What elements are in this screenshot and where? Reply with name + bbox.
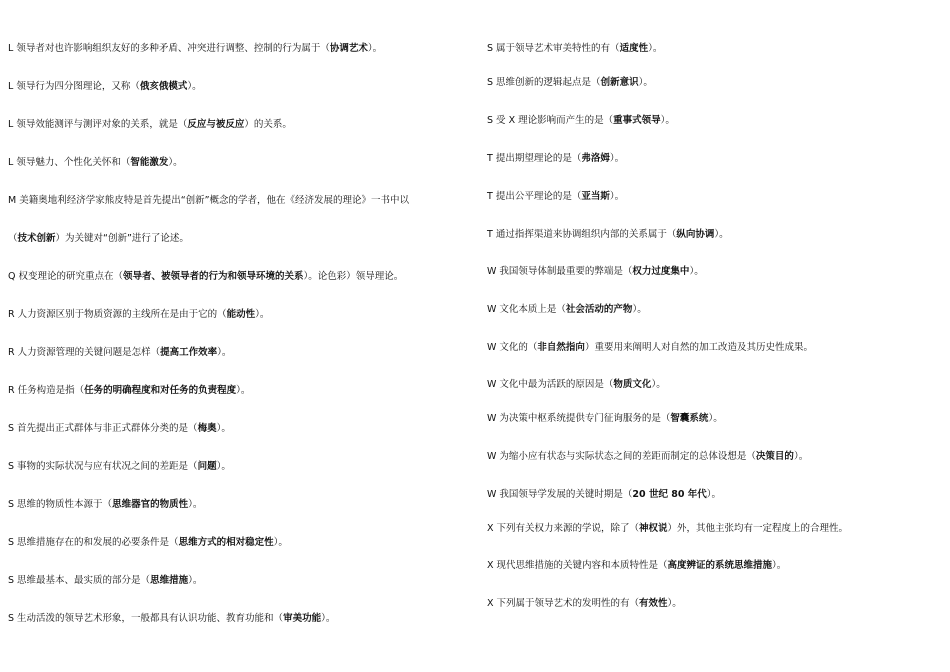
question-line: T 提出期望理论的是（弗洛姆）。 xyxy=(487,153,625,164)
answer-text: 思维器官的物质性 xyxy=(112,499,189,510)
question-line: W 我国领导学发展的关键时期是（20 世纪 80 年代）。 xyxy=(487,489,722,500)
question-line: S 思维创新的逻辑起点是（创新意识）。 xyxy=(487,77,653,88)
answer-text: 反应与被反应 xyxy=(187,119,245,130)
question-line: S 思维措施存在的和发展的必要条件是（思维方式的相对稳定性）。 xyxy=(8,537,288,548)
answer-text: 创新意识 xyxy=(600,77,639,88)
answer-text: 技术创新 xyxy=(17,233,56,244)
answer-text: 有效性 xyxy=(639,598,668,609)
question-line: W 文化中最为活跃的原因是（物质文化）。 xyxy=(487,379,666,390)
answer-text: 亚当斯 xyxy=(581,191,610,202)
answer-text: 社会活动的产物 xyxy=(565,304,633,315)
question-line: S 生动活泼的领导艺术形象，一般都具有认识功能、教育功能和（审美功能）。 xyxy=(8,613,336,624)
answer-text: 思维措施 xyxy=(150,575,189,586)
question-line: X 下列有关权力来源的学说，除了（神权说）外，其他主张均有一定程度上的合理性。 xyxy=(487,523,849,534)
question-line: W 我国领导体制最重要的弊端是（权力过度集中）。 xyxy=(487,266,704,277)
answer-text: 智囊系统 xyxy=(670,413,709,424)
question-line: R 人力资源管理的关键问题是怎样（提高工作效率）。 xyxy=(8,347,232,358)
answer-text: 高度辨证的系统思维措施 xyxy=(667,560,773,571)
question-line: L 领导效能测评与测评对象的关系，就是（反应与被反应）的关系。 xyxy=(8,119,292,130)
answer-text: 问题 xyxy=(197,461,217,472)
question-line: W 文化的（非自然指向）重要用来阐明人对自然的加工改造及其历史性成果。 xyxy=(487,342,813,353)
answer-text: 重事式领导 xyxy=(613,115,661,126)
answer-text: 纵向协调 xyxy=(676,229,715,240)
question-line: X 下列属于领导艺术的发明性的有（有效性）。 xyxy=(487,598,682,609)
question-line: X 现代思维措施的关键内容和本质特性是（高度辨证的系统思维措施）。 xyxy=(487,560,787,571)
answer-text: 能动性 xyxy=(226,309,256,320)
question-line: S 受 X 理论影响而产生的是（重事式领导）。 xyxy=(487,115,675,126)
question-line: W 文化本质上是（社会活动的产物）。 xyxy=(487,304,647,315)
question-line: S 事物的实际状况与应有状况之间的差距是（问题）。 xyxy=(8,461,231,472)
question-line: Q 权变理论的研究重点在（领导者、被领导者的行为和领导环境的关系）。论色彩）领导理论。 xyxy=(8,271,404,282)
question-line: W 为缩小应有状态与实际状态之间的差距而制定的总体设想是（决策目的）。 xyxy=(487,451,809,462)
answer-text: 决策目的 xyxy=(755,451,794,462)
answer-text: 梅奥 xyxy=(197,423,217,434)
question-line: S 属于领导艺术审美特性的有（适度性）。 xyxy=(487,43,663,54)
answer-text: 智能激发 xyxy=(130,157,169,168)
answer-text: 弗洛姆 xyxy=(581,153,610,164)
question-line: S 思维最基本、最实质的部分是（思维措施）。 xyxy=(8,575,203,586)
question-line: R 任务构造是指（任务的明确程度和对任务的负责程度）。 xyxy=(8,385,251,396)
question-line: L 领导魅力、个性化关怀和（智能激发）。 xyxy=(8,157,183,168)
answer-text: 权力过度集中 xyxy=(632,266,690,277)
answer-text: 任务的明确程度和对任务的负责程度 xyxy=(84,385,237,396)
question-line: S 首先提出正式群体与非正式群体分类的是（梅奥）。 xyxy=(8,423,231,434)
answer-text: 20 世纪 80 年代 xyxy=(632,489,707,500)
answer-text: 领导者、被领导者的行为和领导环境的关系 xyxy=(123,271,304,282)
answer-text: 审美功能 xyxy=(283,613,322,624)
answer-text: 神权说 xyxy=(639,523,668,534)
answer-text: 协调艺术 xyxy=(329,43,368,54)
question-line: W 为决策中枢系统提供专门征询服务的是（智囊系统）。 xyxy=(487,413,723,424)
answer-text: 思维方式的相对稳定性 xyxy=(178,537,274,548)
answer-text: 适度性 xyxy=(619,43,649,54)
question-line: M 美籍奥地利经济学家熊皮特是首先提出“创新”概念的学者，他在《经济发展的理论》一书中以 xyxy=(8,195,410,206)
answer-text: 物质文化 xyxy=(613,379,652,390)
answer-text: 俄亥俄模式 xyxy=(139,81,188,92)
question-line: （技术创新）为关键对“创新”进行了论述。 xyxy=(8,233,189,244)
question-line: T 提出公平理论的是（亚当斯）。 xyxy=(487,191,625,202)
question-line: L 领导者对也许影响组织友好的多种矛盾、冲突进行调整、控制的行为属于（协调艺术）。 xyxy=(8,43,383,54)
answer-text: 提高工作效率 xyxy=(160,347,218,358)
question-line: T 通过指挥渠道来协调组织内部的关系属于（纵向协调）。 xyxy=(487,229,729,240)
question-line: S 思维的物质性本源于（思维器官的物质性）。 xyxy=(8,499,203,510)
answer-text: 非自然指向 xyxy=(537,342,585,353)
question-line: R 人力资源区别于物质资源的主线所在是由于它的（能动性）。 xyxy=(8,309,270,320)
question-line: L 领导行为四分图理论，又称（俄亥俄模式）。 xyxy=(8,81,202,92)
